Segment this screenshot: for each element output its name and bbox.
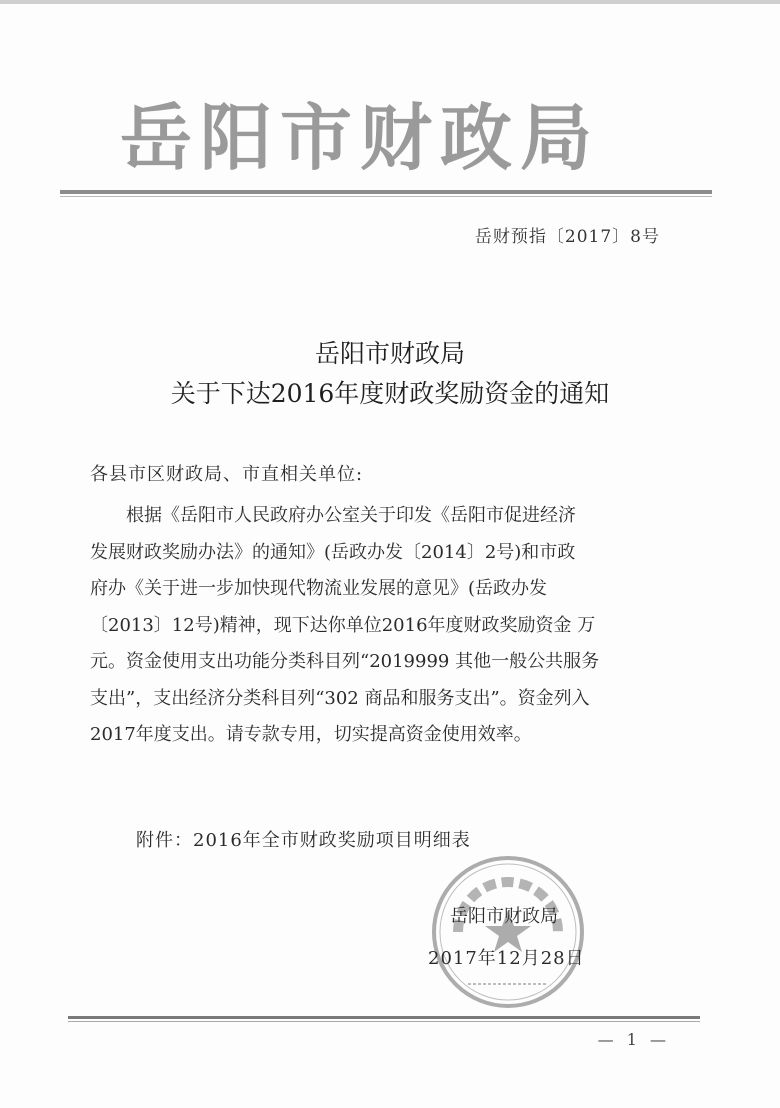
signature-date: 2017年12月28日 [428, 948, 585, 969]
footer-rule [68, 1016, 700, 1019]
body-line: 〔2013〕12号)精神，现下达你单位2016年度财政奖励资金 万 [90, 614, 596, 636]
body-text [90, 498, 690, 754]
body-line: 元。资金使用支出功能分类科目列“2019999 其他一般公共服务 [90, 651, 600, 672]
body-line: 2017年度支出。请专款专用，切实提高资金使用效率。 [90, 724, 532, 745]
addressee: 各县市区财政局、市直相关单位: [90, 464, 364, 485]
title-line-2: 关于下达2016年度财政奖励资金的通知 [170, 379, 610, 408]
page-number: — 1 — [597, 1030, 670, 1049]
document-number: 岳财预指〔2017〕8号 [474, 227, 660, 247]
signature-organization: 岳阳市财政局 [450, 906, 558, 927]
official-seal [428, 852, 588, 1012]
body-line: 支出”，支出经济分类科目列“302 商品和服务支出”。资金列入 [90, 687, 590, 709]
attachment-note: 附件：2016年全市财政奖励项目明细表 [136, 830, 471, 851]
footer-rule-thin [68, 1021, 700, 1022]
title-line-1: 岳阳市财政局 [314, 339, 465, 368]
masthead-rule [60, 190, 712, 194]
body-line: 根据《岳阳市人民政府办公室关于印发《岳阳市促进经济 [126, 505, 576, 526]
body-line: 发展财政奖励办法》的通知》(岳政办发〔2014〕2号)和市政 [90, 541, 576, 563]
masthead-rule-thin [60, 196, 712, 197]
body-line: 府办《关于进一步加快现代物流业发展的意见》(岳政办发 [90, 578, 548, 599]
document-page [0, 4, 780, 1108]
masthead: 岳阳市财政局 [119, 95, 600, 180]
